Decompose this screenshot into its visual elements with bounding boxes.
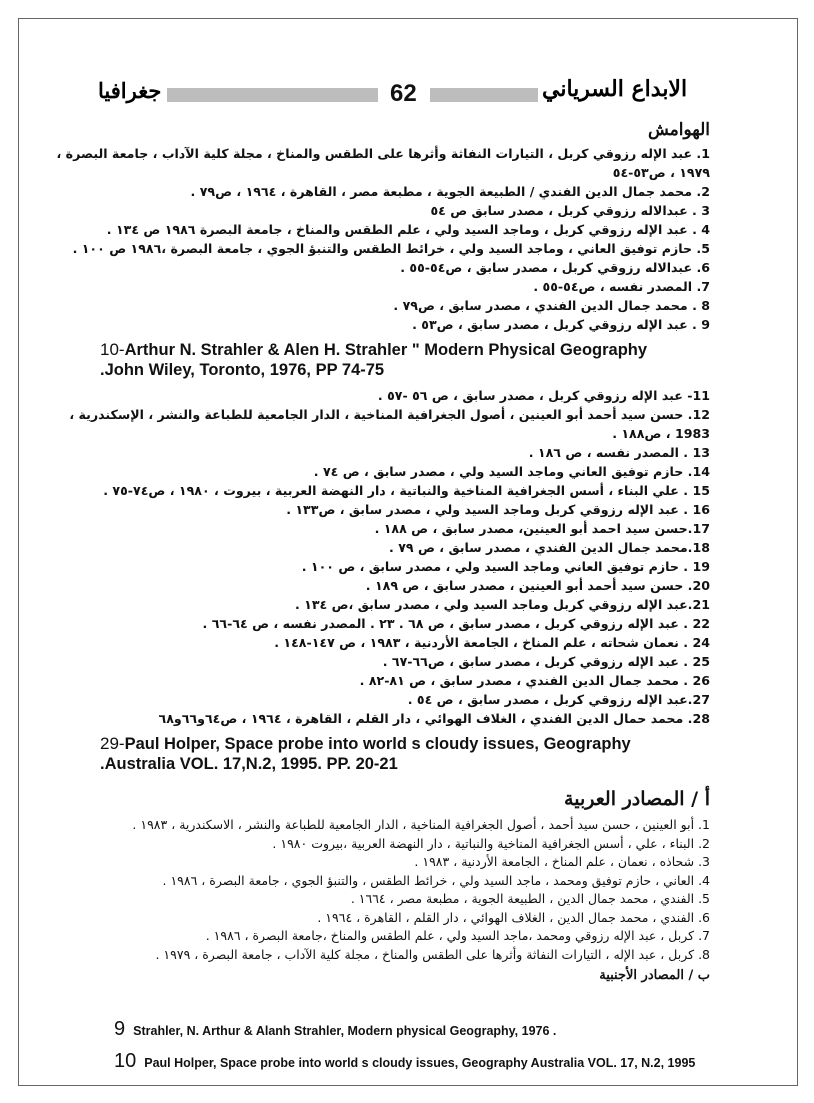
header-section-title: جغرافيا xyxy=(92,78,167,103)
header-magazine-title: الابداع السرياني xyxy=(542,76,688,102)
foreign-source-item xyxy=(114,1018,734,1042)
note-10-line1: Arthur N. Strahler & Alen H. Strahler " Modern Physical Geography xyxy=(124,341,648,359)
note-item: 28. محمد حمال الدين الفندي ، الغلاف الهوائي ، دار القلم ، القاهرة ، ١٩٦٤ ، ص٦٤و٦٦و٦٨ xyxy=(158,711,710,726)
note-item: 25 . عبد الإله رزوقي كربل ، مصدر سابق ، ص٦٦-٦٧ . xyxy=(382,654,710,669)
note-item: 4 . عبد الإله رزوقي كربل ، وماجد السيد ولي ، علم الطقس والمناخ ، جامعة البصرة ١٩٨٦ ص ١٣٤ . xyxy=(106,222,710,237)
note-item: 7. المصدر نفسه ، ص٥٤-٥٥ . xyxy=(533,279,710,294)
note-10-line2: .John Wiley, Toronto, 1976, PP 74-75 xyxy=(100,361,385,379)
source-item: 6. الفندي ، محمد جمال الدين ، الغلاف الهوائي ، دار القلم ، القاهرة ، ١٩٦٤ . xyxy=(317,909,710,925)
note-item: 5. حازم توفيق العاني ، وماجد السيد ولي ، خرائط الطقس والتنبؤ الجوي ، جامعة البصرة ،١٩٨٦ ص ١٠٠ . xyxy=(72,241,710,256)
foreign-source-text: Strahler, N. Arthur & Alanh Strahler, Modern physical Geography, 1976 . xyxy=(133,1024,557,1038)
note-29-english xyxy=(100,734,710,774)
source-item: 3. شحاذه ، نعمان ، علم المناخ ، الجامعة الأردنية ، ١٩٨٣ . xyxy=(414,854,710,869)
note-29-number: 29- xyxy=(100,734,125,753)
note-item: 11- عبد الإله رزوقي كربل ، مصدر سابق ، ص ٥٦ -٥٧ . xyxy=(377,388,710,403)
foreign-source-number: 9 xyxy=(114,1018,126,1040)
note-item: 18.محمد جمال الدين الفندي ، مصدر سابق ، ص ٧٩ . xyxy=(389,540,710,555)
foreign-source-number: 10 xyxy=(114,1050,137,1072)
notes-list-continued xyxy=(69,386,710,728)
note-item: 20. حسن سيد أحمد أبو العينين ، مصدر سابق ، ص ١٨٩ . xyxy=(365,578,710,593)
note-item: 14. حازم توفيق العاني وماجد السيد ولي ، مصدر سابق ، ص ٧٤ . xyxy=(313,464,710,479)
source-item: 4. العاني ، حازم توفيق ومحمد ، ماجد السيد ولي ، خرائط الطقس ، والتنبؤ الجوي ، جامعة البصرة ، ١٩٨٦ . xyxy=(162,872,710,888)
note-item: 12. حسن سيد أحمد أبو العينين ، أصول الجغرافية المناخية ، الدار الجامعية للطباعة والنشر ، الإسكندرية ، xyxy=(69,407,710,422)
source-item: 8. كربل ، عبد الإله ، التيارات النفاثة وأثرها على الطقس والمناخ ، مجلة كلية الآداب ، جامعة البصرة ، ١٩٧٩ . xyxy=(155,946,710,962)
source-item: 1. أبو العينين ، حسن سيد أحمد ، أصول الجغرافية المناخية ، الدار الجامعية للطباعة والنشر ، الاسكندرية ، ١٩٨٣ . xyxy=(132,817,710,832)
foreign-sources-list xyxy=(114,1018,734,1074)
note-item: 27.عبد الإله رزوقي كربل ، مصدر سابق ، ص ٥٤ . xyxy=(407,692,710,707)
note-item: 16 . عبد الإله رزوقي كربل وماجد السيد ولي ، مصدر سابق ، ص١٣٣ . xyxy=(286,502,710,517)
source-item: 7. كربل ، عبد الإله رزوقي ومحمد ،ماجد السيد ولي ، علم الطقس والمناخ ،جامعة البصرة ، ١٩٨٦ . xyxy=(205,928,710,943)
note-item: 24 . نعمان شحاته ، علم المناخ ، الجامعة الأردنية ، ١٩٨٣ ، ص ١٤٧-١٤٨ . xyxy=(274,635,710,650)
note-item: 17.حسن سيد احمد أبو العينين، مصدر سابق ، ص ١٨٨ . xyxy=(374,521,710,536)
header-bar-left xyxy=(152,88,378,102)
note-item: ١٩٧٩ ، ص٥٣-٥٤ xyxy=(612,165,710,180)
arabic-sources-title: أ / المصادر العربية xyxy=(564,788,710,810)
note-item: 26 . محمد جمال الدين الفندي ، مصدر سابق ، ص ٨١-٨٢ . xyxy=(359,673,710,688)
note-item: 1. عبد الإله رزوقي كربل ، التيارات النفاثة وأثرها على الطقس والمناخ ، مجلة كلية الآداب ، جامعة البصرة ، xyxy=(56,146,710,161)
note-29-line1: Paul Holper, Space probe into world s cloudy issues, Geography xyxy=(124,735,631,753)
note-item: 6. عبدالاله رزوقي كربل ، مصدر سابق ، ص٥٤-٥٥ . xyxy=(400,260,710,275)
foreign-source-text: Paul Holper, Space probe into world s cloudy issues, Geography Australia VOL. 17, N.2, 1995 xyxy=(144,1056,696,1070)
note-item: 19 . حازم توفيق العاني وماجد السيد ولي ، مصدر سابق ، ص ١٠٠ . xyxy=(301,559,710,574)
foreign-sources-title: ب / المصادر الأجنبية xyxy=(599,968,710,983)
note-item: 3 . عبدالاله رزوقي كربل ، مصدر سابق ص ٥٤ xyxy=(430,203,710,218)
note-item: 21.عبد الإله رزوقي كربل وماجد السيد ولي ، مصدر سابق ،ص ١٣٤ . xyxy=(294,597,710,612)
source-item: 2. البناء ، علي ، أسس الجغرافية المناخية والنباتية ، دار النهضة العربية ،بيروت ١٩٨٠ . xyxy=(272,835,710,851)
note-10-number: 10- xyxy=(100,340,125,359)
notes-title: الهوامش xyxy=(647,120,710,140)
note-10-english xyxy=(100,340,710,380)
arabic-sources-list xyxy=(100,816,710,964)
foreign-source-item xyxy=(114,1050,734,1074)
page-header xyxy=(0,72,814,116)
note-29-line2: .Australia VOL. 17,N.2, 1995. PP. 20-21 xyxy=(100,755,398,773)
note-item: 15 . علي البناء ، أسس الجغرافية المناخية والنباتية ، دار النهضة العربية ، بيروت ، ١٩٨٠ ، ص٧٤-٧٥ . xyxy=(103,483,710,498)
note-item: 1983 ، ص١٨٨ . xyxy=(612,426,710,441)
note-item: 22 . عبد الإله رزوقي كربل ، مصدر سابق ، ص ٦٨ . ٢٣ . المصدر نفسه ، ص ٦٤-٦٦ . xyxy=(202,616,710,631)
header-bar-right xyxy=(430,88,538,102)
page-number: 62 xyxy=(390,80,417,107)
notes-list xyxy=(56,144,710,334)
source-item: 5. الفندي ، محمد جمال الدين ، الطبيعة الجوية ، مطبعة مصر ، ١٦٦٤ . xyxy=(350,891,710,906)
note-item: 8 . محمد جمال الدين الفندي ، مصدر سابق ، ص٧٩ . xyxy=(393,298,710,313)
note-item: 9 . عبد الإله رزوقي كربل ، مصدر سابق ، ص٥٣ . xyxy=(412,317,710,332)
note-item: 13 . المصدر نفسه ، ص ١٨٦ . xyxy=(528,445,710,460)
note-item: 2. محمد جمال الدين الفندي / الطبيعة الجوية ، مطبعة مصر ، القاهرة ، ١٩٦٤ ، ص٧٩ . xyxy=(190,184,710,199)
page-content xyxy=(56,118,710,983)
